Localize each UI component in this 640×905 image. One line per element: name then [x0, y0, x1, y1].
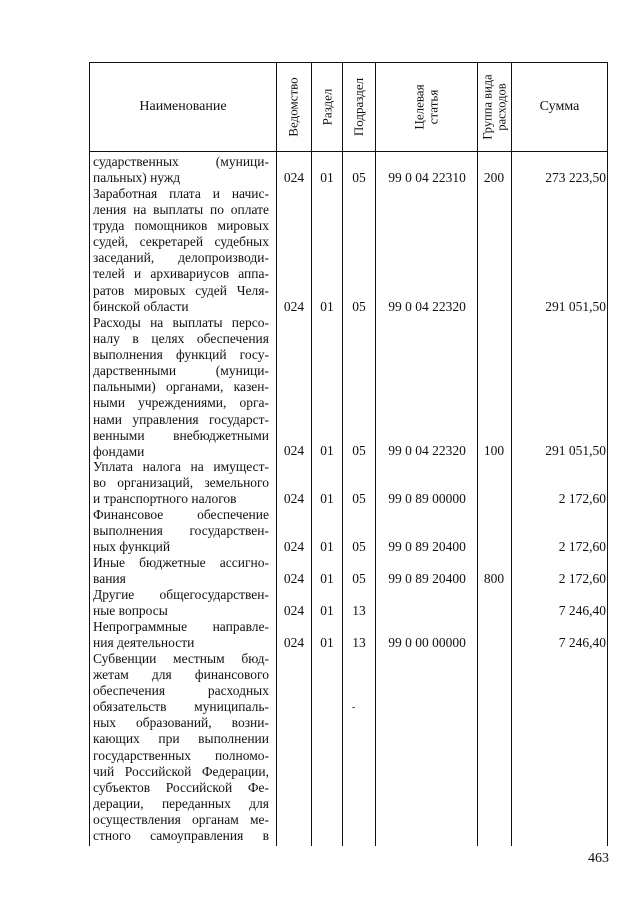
row-name-line: и транспортного налогов: [93, 491, 237, 507]
cell-razdel: 01: [320, 170, 334, 185]
header-name: [90, 63, 276, 151]
cell-summa: 7 246,40: [558, 635, 606, 650]
header-bottom-border: [89, 151, 608, 152]
cell-podrazdel: 13: [352, 603, 366, 618]
row-name: [93, 186, 269, 315]
cell-razdel: 01: [320, 603, 334, 618]
cell-vedomstvo: 024: [283, 491, 305, 506]
cell-razdel: 01: [320, 539, 334, 554]
row-name-line: дарственными (муници-: [93, 363, 269, 379]
cell-celevaya: 99 0 89 20400: [388, 571, 466, 586]
header-gruppa-text: [481, 74, 509, 139]
cell-podrazdel: 05: [352, 443, 366, 458]
row-name-line: субъектов Российской Фе-: [93, 779, 269, 795]
cell-vedomstvo: 024: [283, 443, 305, 458]
cell-vedomstvo: 024: [283, 603, 305, 618]
row-name-line: Уплата налога на имущест-: [93, 459, 269, 474]
row-name-line: судей, секретарей судебных: [93, 234, 269, 250]
header-gruppa-line2: расходов: [494, 83, 509, 131]
row-name-line: вания: [93, 571, 126, 587]
cell-summa: 273 223,50: [545, 170, 606, 185]
header-celevaya: [376, 63, 477, 151]
cell-podrazdel: 05: [352, 170, 366, 185]
row-name-line: ния деятельности: [93, 635, 195, 651]
row-name-line: Иные бюджетные ассигно-: [93, 555, 269, 570]
cell-summa: 7 246,40: [558, 603, 606, 618]
row-name: [93, 459, 269, 507]
row-name: [93, 619, 269, 651]
col-divider-1: [276, 62, 277, 846]
row-name-line: пальными) органами, казен-: [93, 379, 269, 395]
row-name-line: заседаний, делопроизводи-: [93, 250, 269, 266]
cell-podrazdel: 05: [352, 299, 366, 314]
cell-podrazdel: 05: [352, 571, 366, 586]
header-razdel-text: Раздел: [319, 88, 334, 126]
row-name-line: Непрограммные направле-: [93, 619, 269, 634]
cell-vedomstvo: 024: [283, 571, 305, 586]
row-name-line: фондами: [93, 443, 145, 459]
cell-summa: 2 172,60: [558, 491, 606, 506]
col-divider-2: [311, 62, 312, 846]
cell-summa: 291 051,50: [545, 299, 606, 314]
cell-gruppa: 100: [483, 443, 505, 458]
row-name-line: венными внебюджетными: [93, 427, 269, 443]
col-divider-3: [342, 62, 343, 846]
row-name-line: налу в целях обеспечения: [93, 331, 269, 347]
row-name-line: пальных) нужд: [93, 170, 181, 186]
header-summa-text: Сумма: [539, 99, 580, 114]
cell-vedomstvo: 024: [283, 539, 305, 554]
row-name-line: сударственных (муници-: [93, 154, 269, 169]
row-name: [93, 315, 269, 460]
cell-vedomstvo: 024: [283, 170, 305, 185]
header-summa: [512, 63, 607, 151]
cell-summa: 2 172,60: [558, 539, 606, 554]
cell-podrazdel: 05: [352, 539, 366, 554]
row-name: [93, 154, 269, 186]
cell-razdel: 01: [320, 571, 334, 586]
cell-podrazdel: 05: [352, 491, 366, 506]
row-name-line: дерации, переданных для: [93, 795, 269, 811]
stray-mark: -: [352, 702, 356, 713]
row-name-line: Финансовое обеспечение: [93, 507, 269, 522]
cell-celevaya: 99 0 04 22320: [388, 299, 466, 314]
row-name-line: государственных полномо-: [93, 747, 269, 763]
page-number: 463: [588, 851, 609, 866]
row-name-line: обеспечения расходных: [93, 683, 269, 699]
header-vedomstvo: [277, 63, 311, 151]
row-name-line: бинской области: [93, 298, 189, 314]
row-name-line: выполнения функций госу-: [93, 347, 269, 363]
row-name-line: осуществления органам ме-: [93, 811, 269, 827]
row-name-line: ления на выплаты по оплате: [93, 202, 269, 218]
row-name-line: ратов мировых судей Челя-: [93, 282, 269, 298]
cell-razdel: 01: [320, 299, 334, 314]
table-right-border: [607, 62, 608, 846]
row-name-line: чий Российской Федерации,: [93, 763, 269, 779]
header-podrazdel-text: Подраздел: [351, 77, 367, 137]
row-name-line: ных функций: [93, 539, 171, 555]
header-celevaya-line2: статья: [425, 89, 441, 125]
row-name-line: труда помощников мировых: [93, 218, 269, 234]
row-name: [93, 587, 269, 619]
header-gruppa-line1: Группа вида: [480, 74, 495, 140]
row-name: [93, 507, 269, 555]
cell-razdel: 01: [320, 443, 334, 458]
row-name-line: Расходы на выплаты персо-: [93, 315, 269, 330]
row-name: [93, 555, 269, 587]
row-name-line: Другие общегосударствен-: [93, 587, 269, 602]
cell-gruppa: 200: [483, 170, 505, 185]
row-name-line: во организаций, земельного: [93, 475, 269, 491]
table-left-border: [89, 62, 90, 846]
cell-vedomstvo: 024: [283, 635, 305, 650]
row-name-line: ными учреждениями, орга-: [93, 395, 269, 411]
header-razdel: [312, 63, 342, 151]
row-name-line: телей и архивариусов аппа-: [93, 266, 269, 282]
cell-summa: 291 051,50: [545, 443, 606, 458]
cell-celevaya: 99 0 89 00000: [388, 491, 466, 506]
row-name-line: ные вопросы: [93, 603, 168, 619]
row-name-line: обязательств муниципаль-: [93, 699, 269, 715]
cell-razdel: 01: [320, 635, 334, 650]
cell-celevaya: 99 0 00 00000: [388, 635, 466, 650]
header-celevaya-line1: Целевая: [411, 84, 427, 130]
row-name-line: Заработная плата и начис-: [93, 186, 269, 201]
cell-celevaya: 99 0 04 22310: [388, 170, 466, 185]
row-name-line: выполнения государствен-: [93, 523, 269, 539]
cell-podrazdel: 13: [352, 635, 366, 650]
header-celevaya-text: [412, 84, 440, 129]
cell-vedomstvo: 024: [283, 299, 305, 314]
cell-razdel: 01: [320, 491, 334, 506]
header-gruppa: [478, 63, 511, 151]
cell-gruppa: 800: [483, 571, 505, 586]
row-name-line: Субвенции местным бюд-: [93, 651, 269, 666]
row-name-line: ных образований, возни-: [93, 715, 269, 731]
cell-celevaya: 99 0 04 22320: [388, 443, 466, 458]
row-name-line: кающих при выполнении: [93, 731, 269, 747]
row-name-line: жетам для финансового: [93, 667, 269, 683]
cell-celevaya: 99 0 89 20400: [388, 539, 466, 554]
header-name-text: Наименование: [139, 99, 227, 114]
row-name: [93, 651, 269, 844]
row-name-line: стного самоуправления в: [93, 828, 269, 844]
row-name-line: нами управления государст-: [93, 411, 269, 427]
header-vedomstvo-text: Ведомство: [286, 77, 301, 137]
cell-summa: 2 172,60: [558, 571, 606, 586]
header-podrazdel: [343, 63, 375, 151]
